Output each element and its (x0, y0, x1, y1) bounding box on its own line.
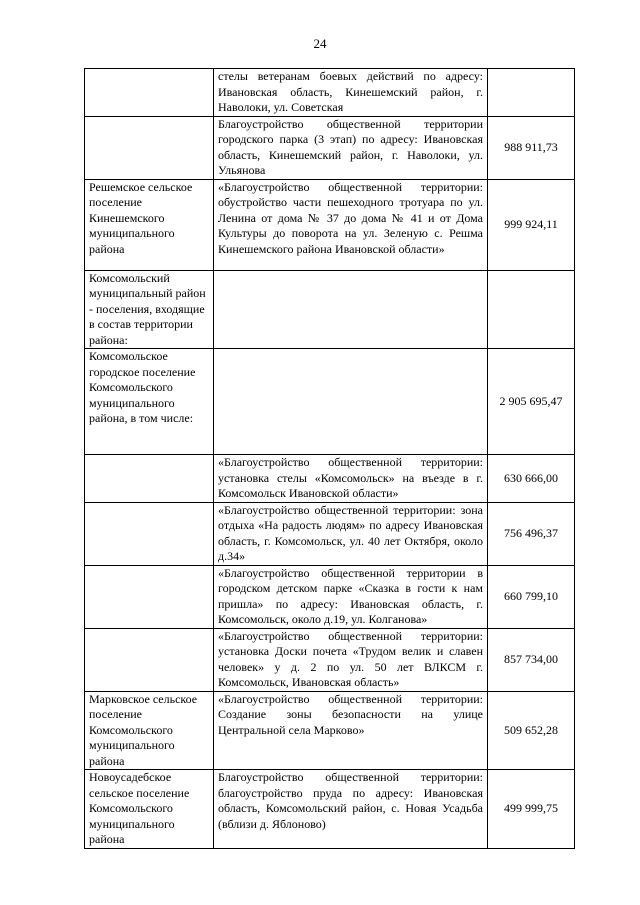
table-row (85, 502, 575, 565)
project-cell: Благоустройство общественной территории: благоустройство пруда по адресу: Ивановская область, Комсомольский район, с. Новая Усадьба (вблизи д. Яблоново) (214, 770, 488, 849)
project-cell: «Благоустройство общественной территории: Создание зоны безопасности на улице Центральной села Марково» (214, 691, 488, 770)
municipality-cell (85, 116, 214, 179)
budget-table (84, 68, 575, 849)
municipality-cell (85, 69, 214, 117)
amount-cell: 857 734,00 (488, 628, 575, 691)
amount-cell: 756 496,37 (488, 502, 575, 565)
page-number: 24 (313, 36, 327, 51)
table-row (85, 770, 575, 849)
amount-cell (488, 69, 575, 117)
project-cell (214, 349, 488, 455)
table-row (85, 270, 575, 349)
municipality-cell (85, 565, 214, 628)
amount-cell: 499 999,75 (488, 770, 575, 849)
project-cell: «Благоустройство общественной территории: установка Доски почета «Трудом велик и славен человек» у д. 2 по ул. 50 лет ВЛКСМ г. Комсомольск, Ивановская область» (214, 628, 488, 691)
amount-cell: 999 924,11 (488, 179, 575, 270)
table-row (85, 349, 575, 455)
table-row (85, 116, 575, 179)
municipality-cell: Комсомольское городское поселение Комсомольского муниципального района, в том числе: (85, 349, 214, 455)
table-row (85, 691, 575, 770)
table-row (85, 69, 575, 117)
municipality-cell: Решемское сельское поселение Кинешемского муниципального района (85, 179, 214, 270)
project-cell: «Благоустройство общественной территории: обустройство части пешеходного тротуара по ул. Ленина от дома № 37 до дома № 41 и от Дома Культуры до поворота на ул. Зеленую с. Решма Кинешемского района Ивановской области» (214, 179, 488, 270)
amount-cell: 2 905 695,47 (488, 349, 575, 455)
municipality-cell (85, 455, 214, 503)
amount-cell: 630 666,00 (488, 455, 575, 503)
municipality-cell: Новоусадебское сельское поселение Комсомольского муниципального района (85, 770, 214, 849)
municipality-cell: Комсомольский муниципальный район - поселения, входящие в состав территории района: (85, 270, 214, 349)
project-cell: «Благоустройство общественной территории: зона отдыха «На радость людям» по адресу Ивановская область, г. Комсомольск, ул. 40 лет Октября, около д.34» (214, 502, 488, 565)
project-cell: «Благоустройство общественной территории в городском детском парке «Сказка в гости к нам пришла» по адресу: Ивановская область, г. Комсомольск, около д.19, ул. Колганова» (214, 565, 488, 628)
table-row (85, 455, 575, 503)
project-cell: Благоустройство общественной территории городского парка (3 этап) по адресу: Ивановская область, Кинешемский район, г. Наволоки, ул. Ульянова (214, 116, 488, 179)
amount-cell: 509 652,28 (488, 691, 575, 770)
project-cell: стелы ветеранам боевых действий по адресу: Ивановская область, Кинешемский район, г. Наволоки, ул. Советская (214, 69, 488, 117)
municipality-cell: Марковское сельское поселение Комсомольского муниципального района (85, 691, 214, 770)
amount-cell: 660 799,10 (488, 565, 575, 628)
amount-cell (488, 270, 575, 349)
project-cell: «Благоустройство общественной территории: установка стелы «Комсомольск» на въезде в г. Комсомольск Ивановской области» (214, 455, 488, 503)
table-row (85, 628, 575, 691)
project-cell (214, 270, 488, 349)
municipality-cell (85, 628, 214, 691)
table-row (85, 565, 575, 628)
amount-cell: 988 911,73 (488, 116, 575, 179)
municipality-cell (85, 502, 214, 565)
table-row (85, 179, 575, 270)
